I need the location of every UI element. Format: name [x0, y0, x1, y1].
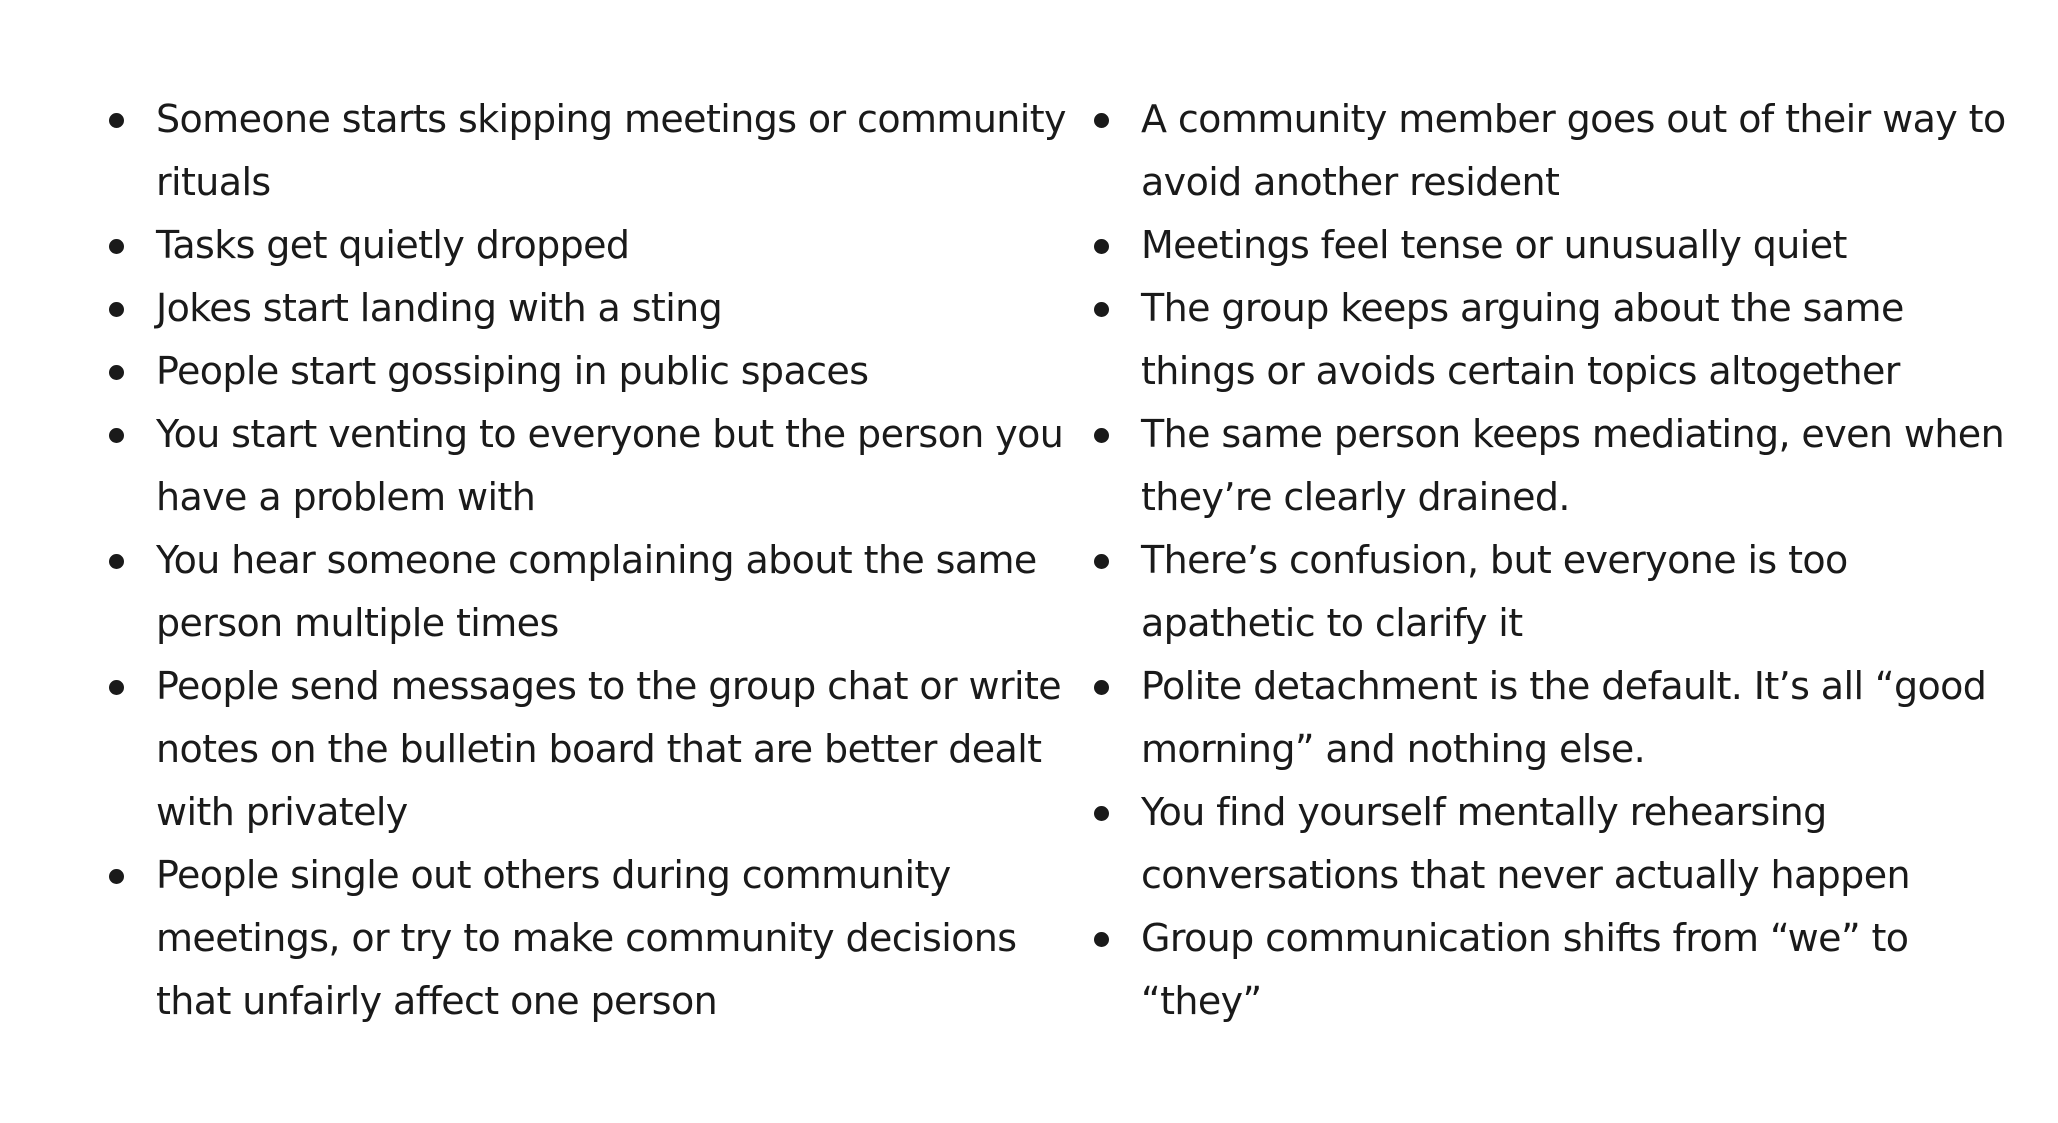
- bullet-columns: [106, 88, 2026, 1033]
- list-item-text: Group communication shifts from “we” to “they”: [1141, 916, 1909, 1023]
- list-item-text: The same person keeps mediating, even when they’re clearly drained.: [1141, 412, 2005, 519]
- bullet-icon: [1094, 113, 1109, 128]
- list-item: [106, 340, 1091, 403]
- bullet-icon: [109, 680, 124, 695]
- bullet-icon: [109, 239, 124, 254]
- bullet-icon: [109, 554, 124, 569]
- bullet-icon: [1094, 806, 1109, 821]
- list-item: [106, 655, 1091, 844]
- bullet-icon: [109, 302, 124, 317]
- list-item-text: Polite detachment is the default. It’s all “good morning” and nothing else.: [1141, 664, 1987, 771]
- list-item-text: Meetings feel tense or unusually quiet: [1141, 223, 1847, 267]
- list-item: [106, 88, 1091, 214]
- left-bullet-list: [106, 88, 1091, 1033]
- list-item: [106, 529, 1091, 655]
- list-item-text: People send messages to the group chat or write notes on the bulletin board that are better dealt with privately: [156, 664, 1062, 834]
- list-item-text: People single out others during community meetings, or try to make community decisions that unfairly affect one person: [156, 853, 1017, 1023]
- list-item-text: A community member goes out of their way to avoid another resident: [1141, 97, 2006, 204]
- bullet-icon: [109, 365, 124, 380]
- list-item-text: You start venting to everyone but the person you have a problem with: [156, 412, 1064, 519]
- list-item: [1091, 655, 2026, 781]
- list-item: [106, 403, 1091, 529]
- list-item: [106, 844, 1091, 1033]
- list-item-text: People start gossiping in public spaces: [156, 349, 869, 393]
- bullet-icon: [1094, 428, 1109, 443]
- list-item: [106, 277, 1091, 340]
- bullet-icon: [109, 869, 124, 884]
- list-item-text: The group keeps arguing about the same things or avoids certain topics altogether: [1141, 286, 1904, 393]
- bullet-icon: [1094, 680, 1109, 695]
- right-bullet-list: [1091, 88, 2026, 1033]
- list-item-text: Tasks get quietly dropped: [156, 223, 630, 267]
- bullet-icon: [109, 113, 124, 128]
- list-item: [1091, 781, 2026, 907]
- list-item: [1091, 529, 2026, 655]
- list-item-text: There’s confusion, but everyone is too apathetic to clarify it: [1141, 538, 1848, 645]
- bullet-icon: [109, 428, 124, 443]
- bullet-icon: [1094, 932, 1109, 947]
- list-item: [1091, 88, 2026, 214]
- list-item: [1091, 277, 2026, 403]
- list-item: [1091, 403, 2026, 529]
- bullet-icon: [1094, 554, 1109, 569]
- bullet-icon: [1094, 239, 1109, 254]
- bullet-icon: [1094, 302, 1109, 317]
- list-item-text: You hear someone complaining about the same person multiple times: [156, 538, 1037, 645]
- list-item: [106, 214, 1091, 277]
- list-item-text: Jokes start landing with a sting: [156, 286, 723, 330]
- list-item: [1091, 907, 2026, 1033]
- list-item-text: Someone starts skipping meetings or community rituals: [156, 97, 1066, 204]
- list-item: [1091, 214, 2026, 277]
- list-item-text: You find yourself mentally rehearsing conversations that never actually happen: [1141, 790, 1910, 897]
